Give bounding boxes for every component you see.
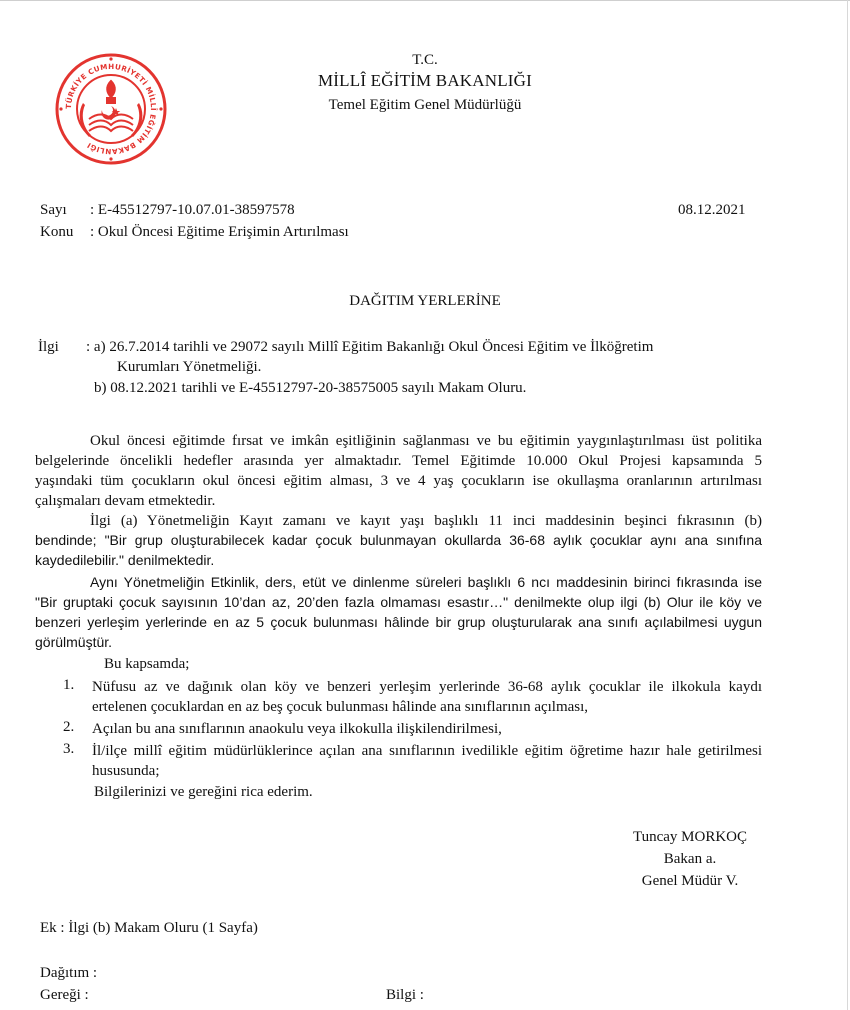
list-item-1-line1: Nüfusu az ve dağınık olan köy ve benzeri yerleşim yerlerinde 36-68 aylık çocuklar ile ilkokula kaydı: [92, 679, 762, 695]
sayi-label: Sayı: [40, 202, 67, 218]
signatory-title-1: Bakan a.: [663, 851, 717, 867]
ilgi-label: İlgi: [38, 339, 59, 355]
page-top-border: [0, 0, 850, 1]
distribution-bilgi: Bilgi :: [386, 987, 424, 1003]
list-item-3-line1: İl/ilçe millî eğitim müdürlüklerince açılan ana sınıflarının ivedilikle eğitim öğretime hazır hale getirilmesi: [92, 743, 762, 759]
ilgi-a-line2: Kurumları Yönetmeliği.: [117, 359, 262, 375]
paragraph-3-line3: benzeri yerleşim yerlerinde en az 5 çocuk bulunması hâlinde bir grup oluşturularak ana sınıfı açılabilmesi uygun: [35, 614, 762, 630]
header-republic: T.C.: [412, 52, 438, 68]
distribution-geregi: Gereği :: [40, 987, 89, 1003]
sayi-value: : E-45512797-10.07.01-38597578: [90, 202, 295, 218]
paragraph-2-line3: kaydedilebilir." denilmektedir.: [35, 552, 215, 568]
list-item-number: 1.: [63, 677, 75, 693]
distribution-label: Dağıtım :: [40, 965, 98, 981]
recipient-heading: DAĞITIM YERLERİNE: [349, 293, 501, 309]
paragraph-1-line2: belgelerinde öncelikli hedefler arasında yer almaktadır. Temel Eğitimde 10.000 Okul Projesi kapsamında 5: [35, 453, 762, 469]
scope-intro: Bu kapsamda;: [104, 656, 190, 672]
header-ministry: MİLLÎ EĞİTİM BAKANLIĞI: [317, 71, 533, 90]
list-item-3-line2: hususunda;: [92, 763, 160, 779]
paragraph-1-line3: yaşındaki tüm çocukların okul öncesi eğitim alması, 3 ve 4 yaş çocukların ise okullaşma oranlarının artırılması: [35, 473, 762, 489]
paragraph-2-line2: bendinde; "Bir grup oluşturabilecek kadar çocuk bulunmayan okullarda 36-68 aylık çocuklar aynı ana sınıfına: [35, 532, 762, 548]
paragraph-3-line4: görülmüştür.: [35, 634, 113, 650]
paragraph-2-line1: İlgi (a) Yönetmeliğin Kayıt zamanı ve kayıt yaşı başlıklı 11 inci maddesinin beşinci fıkrasının (b): [90, 513, 762, 529]
paragraph-1-line4: çalışmaları devam etmektedir.: [35, 493, 216, 509]
list-item-number: 3.: [63, 741, 75, 757]
page-right-border: [847, 0, 848, 1010]
seal-ring-text: TÜRKİYE CUMHURİYETİ MİLLÎ EĞİTİM BAKANLIĞI: [63, 61, 159, 157]
ilgi-b: b) 08.12.2021 tarihli ve E-45512797-20-38575005 sayılı Makam Oluru.: [94, 380, 527, 396]
paragraph-1-line1: Okul öncesi eğitimde fırsat ve imkân eşitliğinin sağlanması ve bu eğitimin yaygınlaştırılması üst politika: [90, 433, 762, 449]
signatory-name: Tuncay MORKOÇ: [632, 829, 748, 845]
attachment-line: Ek : İlgi (b) Makam Oluru (1 Sayfa): [40, 920, 258, 936]
konu-value: : Okul Öncesi Eğitime Erişimin Artırılması: [90, 224, 349, 240]
ilgi-a-line1: : a) 26.7.2014 tarihli ve 29072 sayılı Millî Eğitim Bakanlığı Okul Öncesi Eğitim ve İlköğretim: [86, 339, 654, 355]
document-date: 08.12.2021: [678, 202, 746, 218]
list-item-1-line2: ertelenen çocuklardan en az beş çocuk bulunması hâlinde ana sınıflarının açılması,: [92, 699, 589, 715]
konu-label: Konu: [40, 224, 74, 240]
header-directorate: Temel Eğitim Genel Müdürlüğü: [328, 97, 522, 113]
signatory-title-2: Genel Müdür V.: [641, 873, 739, 889]
paragraph-3-line2: "Bir gruptaki çocuk sayısının 10’dan az, 20’den fazla olmaması esastır…" denilmekte olup ilgi (b) Olur ile köy ve: [35, 594, 762, 610]
list-item-2-line1: Açılan bu ana sınıflarının anaokulu veya ilkokulla ilişkilendirilmesi,: [92, 721, 502, 737]
list-item-number: 2.: [63, 719, 75, 735]
closing-text: Bilgilerinizi ve gereğini rica ederim.: [94, 784, 313, 800]
paragraph-3-line1: Aynı Yönetmeliğin Etkinlik, ders, etüt ve dinlenme süreleri başlıklı 6 ncı maddesinin birinci fıkrasında ise: [90, 574, 762, 590]
